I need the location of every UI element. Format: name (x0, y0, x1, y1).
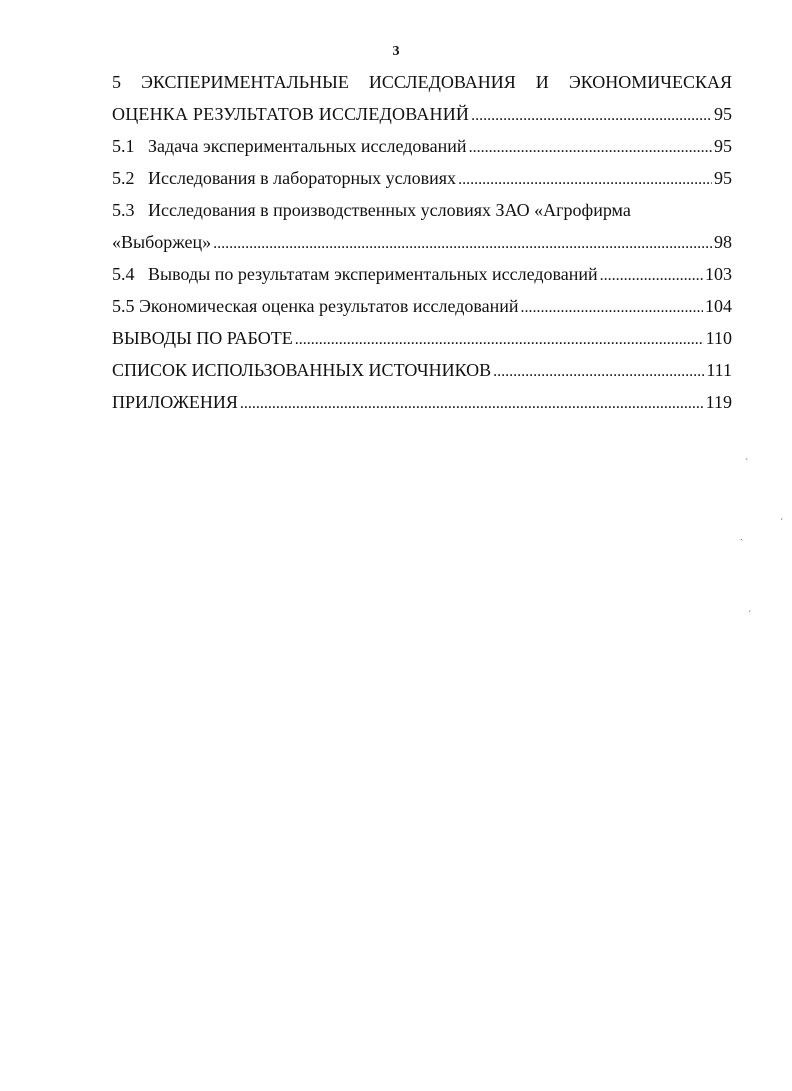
toc-entry-5-5 (112, 290, 732, 322)
dot-leader (458, 164, 712, 196)
toc-section-title: Исследования в лабораторных условиях (148, 168, 457, 188)
page-number: 3 (392, 44, 400, 59)
toc-entry-5-2 (112, 162, 732, 194)
toc-section-title: ПРИЛОЖЕНИЯ (112, 392, 238, 412)
toc-section-number: 5.2 (112, 168, 135, 188)
toc-section-title: 5.5 Экономическая оценка результатов исследований (112, 296, 519, 316)
toc-entry-5-4 (112, 258, 732, 290)
toc-page-number: 104 (705, 296, 732, 316)
scan-mark: ˏ (740, 530, 744, 541)
toc-page-number: 103 (705, 264, 732, 284)
toc-chapter-5-line2 (112, 98, 732, 130)
toc-section-number: 5.3 (112, 200, 135, 220)
toc-chapter-5-title-line2: ОЦЕНКА РЕЗУЛЬТАТОВ ИССЛЕДОВАНИЙ (112, 104, 470, 124)
toc-page-number: 95 (714, 168, 732, 188)
dot-leader (521, 292, 703, 324)
toc-entry-conclusions (112, 322, 732, 354)
toc-page-number: 95 (714, 136, 732, 156)
scan-mark: ˊ (748, 610, 752, 621)
toc-section-title: Задача экспериментальных исследований (148, 136, 467, 156)
toc-section-title-line2: «Выборжец» (112, 232, 212, 252)
dot-leader (295, 324, 704, 356)
dot-leader (493, 356, 704, 388)
toc-entry-5-1 (112, 130, 732, 162)
toc-section-title: СПИСОК ИСПОЛЬЗОВАННЫХ ИСТОЧНИКОВ (112, 360, 492, 380)
toc-entry-appendices (112, 386, 732, 418)
toc-entry-5-3-line2 (112, 226, 732, 258)
dot-leader (213, 228, 712, 260)
toc-section-title: Выводы по результатам экспериментальных исследований (148, 264, 598, 284)
toc-page-number: 95 (714, 104, 732, 124)
toc-chapter-5-line1 (112, 66, 732, 98)
toc-entry-5-3-line1 (112, 194, 732, 226)
toc-section-title-line1: Исследования в производственных условиях ЗАО «Агрофирма (148, 200, 631, 220)
scan-mark: ˊ (780, 518, 784, 529)
toc-section-number: 5.1 (112, 136, 135, 156)
dot-leader (600, 260, 703, 292)
scan-mark: ˋ (745, 458, 749, 469)
dot-leader (469, 132, 712, 164)
dot-leader (240, 388, 704, 420)
toc-page-number: 119 (705, 392, 732, 412)
toc-page-number: 111 (706, 360, 732, 380)
table-of-contents (112, 66, 732, 418)
toc-chapter-5-title-line1: 5 ЭКСПЕРИМЕНТАЛЬНЫЕ ИССЛЕДОВАНИЯ И ЭКОНОМИЧЕСКАЯ (112, 72, 732, 92)
toc-section-title: ВЫВОДЫ ПО РАБОТЕ (112, 328, 293, 348)
toc-page-number: 110 (705, 328, 732, 348)
dot-leader (471, 100, 712, 132)
toc-section-number: 5.4 (112, 264, 135, 284)
toc-entry-references (112, 354, 732, 386)
toc-page-number: 98 (714, 232, 732, 252)
